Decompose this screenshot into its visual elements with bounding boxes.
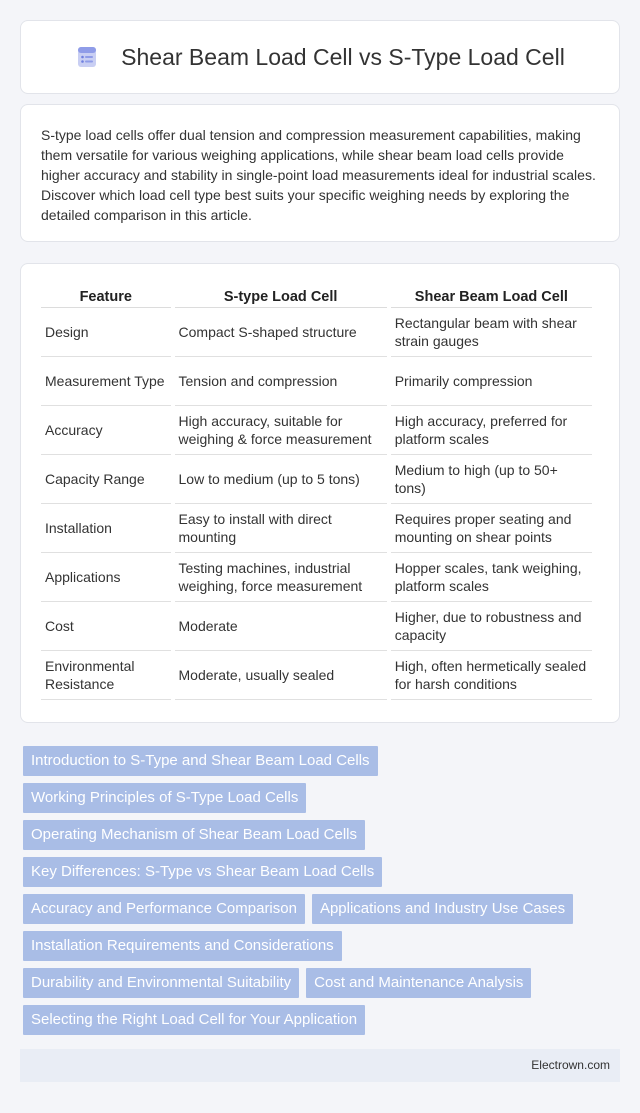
table-cell: Installation — [41, 504, 171, 553]
header-shear-beam: Shear Beam Load Cell — [391, 284, 592, 308]
document-list-icon — [75, 45, 99, 69]
topic-link[interactable]: Accuracy and Performance Comparison — [23, 894, 305, 924]
table-cell: Capacity Range — [41, 455, 171, 504]
table-cell: Requires proper seating and mounting on shear points — [391, 504, 592, 553]
topic-link[interactable]: Key Differences: S-Type vs Shear Beam Load Cells — [23, 857, 382, 887]
header-feature: Feature — [41, 284, 171, 308]
topic-link[interactable]: Operating Mechanism of Shear Beam Load Cells — [23, 820, 365, 850]
intro-card — [20, 104, 620, 242]
table-cell: High, often hermetically sealed for harsh conditions — [391, 651, 592, 700]
table-cell: Primarily compression — [391, 357, 592, 406]
table-cell: Medium to high (up to 50+ tons) — [391, 455, 592, 504]
table-cell: Hopper scales, tank weighing, platform scales — [391, 553, 592, 602]
topic-link[interactable]: Selecting the Right Load Cell for Your Application — [23, 1005, 365, 1035]
table-cell: High accuracy, preferred for platform scales — [391, 406, 592, 455]
table-row — [41, 455, 592, 504]
title-card — [20, 20, 620, 94]
comparison-table — [37, 284, 596, 700]
intro-text: S-type load cells offer dual tension and compression measurement capabilities, making them versatile for various weighing applications, while shear beam load cells provide higher accuracy and stability in single-point load measurements ideal for industrial scales. Discover which load cell type best suits your specific weighing needs by exploring the detailed comparison in this article. — [41, 127, 596, 223]
table-row — [41, 651, 592, 700]
topic-link[interactable]: Cost and Maintenance Analysis — [306, 968, 531, 998]
table-row — [41, 406, 592, 455]
table-cell: Low to medium (up to 5 tons) — [175, 455, 387, 504]
comparison-card — [20, 263, 620, 723]
table-cell: Environmental Resistance — [41, 651, 171, 700]
table-cell: Testing machines, industrial weighing, force measurement — [175, 553, 387, 602]
table-cell: Design — [41, 308, 171, 357]
footer-site-name: Electrown.com — [531, 1058, 610, 1072]
table-row — [41, 504, 592, 553]
table-row — [41, 553, 592, 602]
footer — [20, 1049, 620, 1082]
topic-link[interactable]: Durability and Environmental Suitability — [23, 968, 299, 998]
topic-link[interactable]: Introduction to S-Type and Shear Beam Load Cells — [23, 746, 378, 776]
table-cell: Compact S-shaped structure — [175, 308, 387, 357]
table-row — [41, 357, 592, 406]
topic-link[interactable]: Working Principles of S-Type Load Cells — [23, 783, 306, 813]
table-cell: Moderate — [175, 602, 387, 651]
table-cell: Higher, due to robustness and capacity — [391, 602, 592, 651]
table-cell: Accuracy — [41, 406, 171, 455]
table-cell: Rectangular beam with shear strain gauges — [391, 308, 592, 357]
header-s-type: S-type Load Cell — [175, 284, 387, 308]
table-cell: Moderate, usually sealed — [175, 651, 387, 700]
table-row — [41, 308, 592, 357]
table-cell: Measurement Type — [41, 357, 171, 406]
topic-links — [23, 746, 623, 1042]
table-cell: Tension and compression — [175, 357, 387, 406]
table-header-row — [41, 284, 592, 308]
topic-link[interactable]: Installation Requirements and Considerations — [23, 931, 342, 961]
topic-link[interactable]: Applications and Industry Use Cases — [312, 894, 573, 924]
table-cell: Applications — [41, 553, 171, 602]
table-cell: High accuracy, suitable for weighing & force measurement — [175, 406, 387, 455]
table-cell: Cost — [41, 602, 171, 651]
table-cell: Easy to install with direct mounting — [175, 504, 387, 553]
table-row — [41, 602, 592, 651]
page-title: Shear Beam Load Cell vs S-Type Load Cell — [121, 43, 565, 70]
